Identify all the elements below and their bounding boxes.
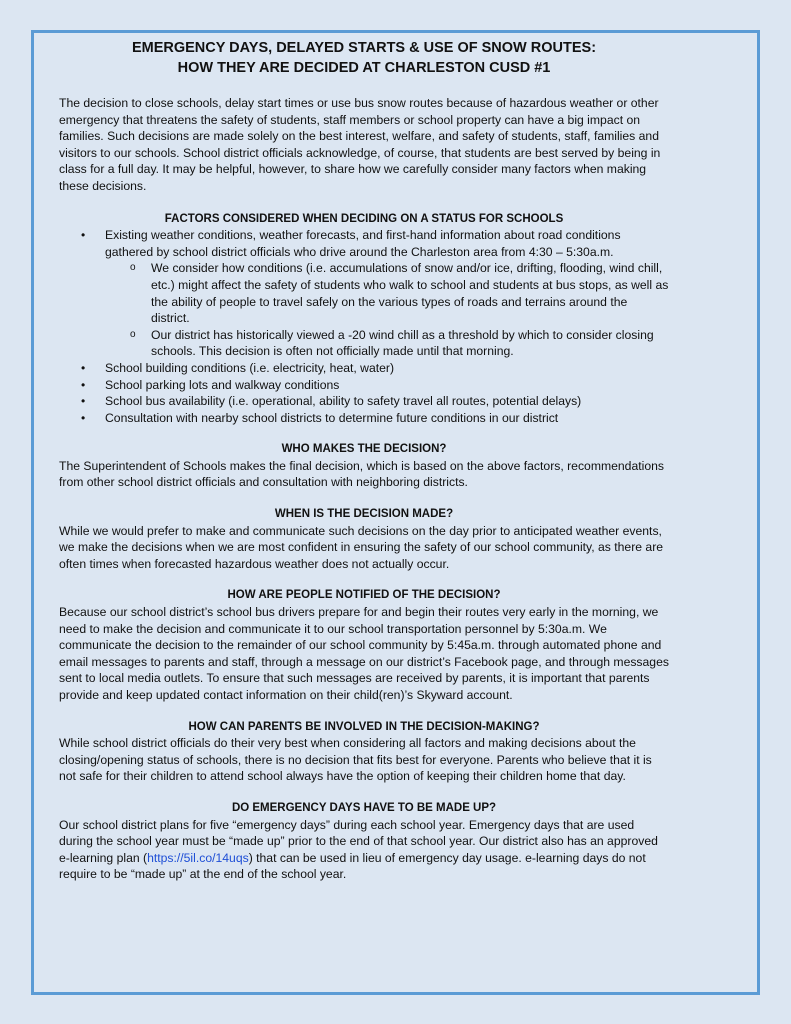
list-item bbox=[59, 360, 669, 377]
list-item bbox=[59, 410, 669, 427]
title-line-2: HOW THEY ARE DECIDED AT CHARLESTON CUSD #1 bbox=[177, 60, 551, 76]
bullet-icon: • bbox=[81, 394, 86, 409]
how-paragraph: Because our school district’s school bus drivers prepare for and begin their routes very early in the morning, we need to make the decision and communicate it to our school transportation personnel by 5:30a.m. We communicate the decision to the remainder of our school community by 5:45a.m. through automated phone and email messages to parents and staff, through a message on our district’s Facebook page, and through messages sent to local media outlets. To ensure that such messages are received by parents, it is important that parents provide and keep updated contact information on their child(ren)’s Skyward account. bbox=[59, 605, 669, 702]
factor-bus: School bus availability (i.e. operational, ability to safety travel all routes, potential delays) bbox=[105, 394, 582, 409]
when-heading: WHEN IS THE DECISION MADE? bbox=[274, 508, 454, 521]
factor-weather-sub-1: We consider how conditions (i.e. accumulations of snow and/or ice, drifting, flooding, wind chill, etc.) might affect the safety of students who walk to school and students at bus stops, as well as the ability of people to travel safely on the various types of roads and terrains around the district. bbox=[151, 261, 669, 326]
who-paragraph: The Superintendent of Schools makes the final decision, which is based on the above factors, recommendations from other school district officials and consultation with neighboring districts. bbox=[59, 458, 664, 490]
makeup-text-before: Our school district plans for five “emergency days” during each school year. Emergency days that are used during the school year must be “made up” prior to the end of that school year. Our district also has an approved e-learning plan ( bbox=[59, 817, 658, 865]
factor-weather-sub-2: Our district has historically viewed a -20 wind chill as a threshold by which to consider closing schools. This decision is often not officially made until that morning. bbox=[151, 327, 654, 359]
parents-paragraph: While school district officials do their very best when considering all factors and making decisions about the closing/opening status of schools, there is no decision that fits best for everyone. Parents who believe that it is not safe for their children to attend school always have the option of keeping their children home that day. bbox=[59, 736, 652, 784]
list-item bbox=[59, 393, 669, 410]
parents-heading: HOW CAN PARENTS BE INVOLVED IN THE DECISION-MAKING? bbox=[188, 720, 540, 733]
who-heading: WHO MAKES THE DECISION? bbox=[281, 443, 447, 456]
how-heading: HOW ARE PEOPLE NOTIFIED OF THE DECISION? bbox=[227, 589, 501, 602]
factor-weather: Existing weather conditions, weather forecasts, and first-hand information about road conditions gathered by school district officials who drive around the Charleston area from 4:30 – 5:30a.m. bbox=[105, 228, 621, 259]
page-title bbox=[59, 38, 669, 78]
bullet-icon: • bbox=[81, 410, 86, 425]
bullet-icon: • bbox=[81, 377, 86, 392]
factors-heading: FACTORS CONSIDERED WHEN DECIDING ON A STATUS FOR SCHOOLS bbox=[164, 212, 564, 225]
circle-bullet-icon: o bbox=[130, 262, 136, 274]
intro-paragraph: The decision to close schools, delay start times or use bus snow routes because of hazardous weather or other emergency that threatens the safety of students, staff members or school property can have a big impact on families. Such decisions are made solely on the best interest, welfare, and safety of students, staff, families and visitors to our schools. School district officials acknowledge, of course, that students are best served by being in class for a full day. It may be helpful, however, to share how we carefully consider many factors when making these decisions. bbox=[59, 96, 661, 193]
factors-list bbox=[59, 227, 669, 426]
factor-weather-sublist bbox=[105, 260, 669, 360]
factor-building: School building conditions (i.e. electricity, heat, water) bbox=[105, 360, 395, 375]
factor-parking: School parking lots and walkway conditions bbox=[105, 377, 340, 392]
makeup-text-after: ) that can be used in lieu of emergency day usage. e-learning days do not require to be “made up” at the end of the school year. bbox=[59, 850, 646, 882]
makeup-heading: DO EMERGENCY DAYS HAVE TO BE MADE UP? bbox=[231, 801, 497, 814]
title-line-1: EMERGENCY DAYS, DELAYED STARTS & USE OF SNOW ROUTES: bbox=[131, 40, 597, 56]
factor-consultation: Consultation with nearby school districts to determine future conditions in our district bbox=[105, 410, 559, 425]
when-paragraph: While we would prefer to make and communicate such decisions on the day prior to anticipated weather events, we make the decisions when we are most confident in ensuring the safety of our school community, as there are often times when forecasted hazardous weather does not actually occur. bbox=[59, 523, 664, 571]
list-item bbox=[105, 260, 669, 326]
circle-bullet-icon: o bbox=[130, 328, 136, 340]
bullet-icon: • bbox=[81, 360, 86, 375]
list-item bbox=[59, 227, 669, 360]
list-item bbox=[59, 377, 669, 394]
document-body bbox=[59, 38, 669, 883]
e-learning-plan-link[interactable]: https://5il.co/14uqs bbox=[147, 850, 249, 865]
bullet-icon: • bbox=[81, 228, 86, 243]
list-item bbox=[105, 327, 669, 360]
makeup-paragraph bbox=[59, 817, 669, 883]
